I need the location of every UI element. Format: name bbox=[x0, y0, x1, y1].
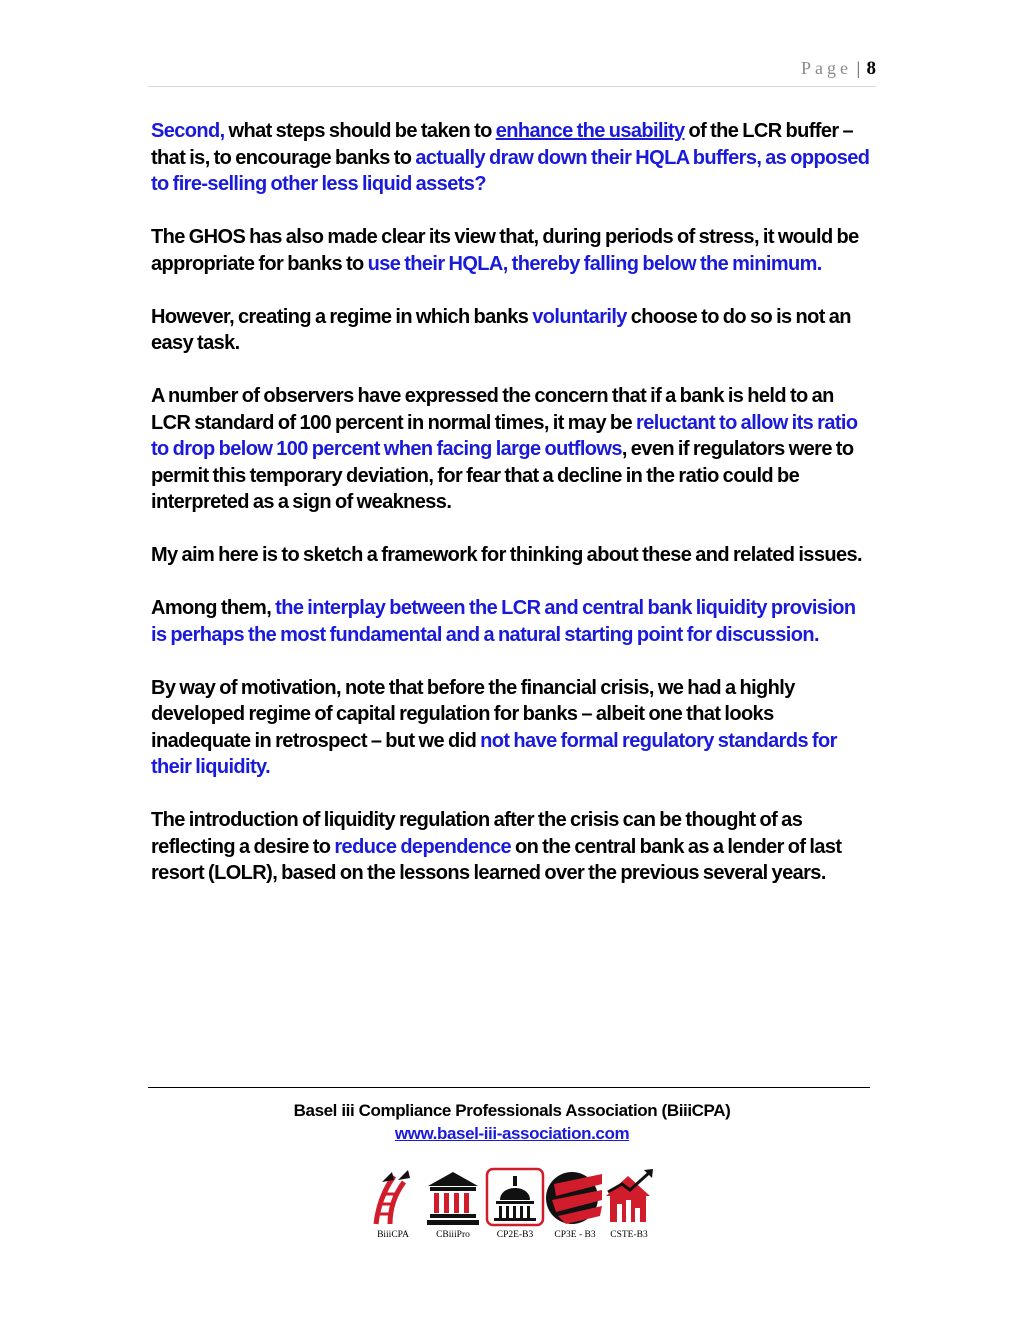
footer-divider bbox=[148, 1087, 870, 1088]
text-run: voluntarily bbox=[532, 305, 627, 328]
text-run: , even if regulators were to permit this temporary deviation, for fear that a decline in the ratio could be interpreted as a sign of weakness. bbox=[151, 438, 854, 513]
text-run: enhance the usability bbox=[495, 120, 685, 142]
text-run: The GHOS has also made clear its view that, during periods of stress, it would be appropriate for banks to bbox=[151, 226, 859, 275]
logo-caption: BiiiCPA bbox=[377, 1230, 409, 1240]
text-run: Among them, bbox=[151, 597, 276, 619]
capitol-dome-icon bbox=[484, 1166, 546, 1228]
text-run: reluctant to allow its ratio to drop below 100 percent when facing large outflows bbox=[151, 411, 858, 460]
paragraph-5 bbox=[151, 542, 871, 569]
text-run: choose to do so is not an easy task. bbox=[151, 305, 851, 354]
paragraph-8 bbox=[151, 807, 871, 887]
page-number: 8 bbox=[866, 58, 876, 79]
paragraph-1 bbox=[151, 118, 871, 198]
text-run: However, creating a regime in which banks bbox=[151, 305, 533, 328]
text-run: Second, bbox=[151, 120, 225, 142]
text-run: on the central bank as a lender of last resort (LOLR), based on the lessons learned over the previous several years. bbox=[151, 835, 842, 884]
ladder-arrow-icon bbox=[362, 1166, 424, 1228]
text-run: not have formal regulatory standards for their liquidity. bbox=[151, 729, 837, 778]
text-run: A number of observers have expressed the concern that if a bank is held to an LCR standard of 100 percent in normal times, it may be bbox=[151, 385, 834, 434]
bank-columns-icon bbox=[422, 1166, 484, 1228]
text-run: the interplay between the LCR and central bank liquidity provision is perhaps the most fundamental and a natural starting point for discussion. bbox=[151, 597, 856, 646]
text-run: My aim here is to sketch a framework for thinking about these and related issues. bbox=[151, 544, 862, 566]
document-body bbox=[151, 118, 871, 913]
logo-caption: CP3E - B3 bbox=[554, 1230, 596, 1240]
text-run: of the LCR buffer – that is, to encourage banks to bbox=[151, 120, 854, 169]
logo-biiicpa bbox=[362, 1166, 424, 1244]
page-header bbox=[148, 58, 876, 87]
footer-organization: Basel iii Compliance Professionals Association (BiiiCPA) bbox=[293, 1101, 731, 1120]
page-separator: | bbox=[856, 58, 861, 78]
logo-cste-b3 bbox=[598, 1166, 660, 1244]
text-run: what steps should be taken to bbox=[224, 120, 496, 142]
house-chart-icon bbox=[598, 1166, 660, 1228]
page-label: Page bbox=[800, 58, 852, 78]
logo-caption: CSTE-B3 bbox=[610, 1230, 648, 1240]
text-run: By way of motivation, note that before the financial crisis, we had a highly developed regime of capital regulation for banks – albeit one that looks inadequate in retrospect – but we did bbox=[151, 676, 795, 752]
text-run: use their HQLA, thereby falling below the minimum. bbox=[367, 252, 822, 275]
globe-stripes-icon bbox=[544, 1166, 606, 1228]
logo-cbiiipro bbox=[422, 1166, 484, 1244]
paragraph-2 bbox=[151, 224, 871, 277]
footer-website-link[interactable]: www.basel-iii-association.com bbox=[394, 1124, 630, 1143]
paragraph-7 bbox=[151, 675, 871, 781]
logo-caption: CP2E-B3 bbox=[496, 1230, 534, 1240]
text-run: actually draw down their HQLA buffers, as opposed to fire-selling other less liquid assets? bbox=[151, 146, 870, 195]
logo-cp2e-b3 bbox=[484, 1166, 546, 1244]
text-run: reduce dependence bbox=[334, 835, 512, 858]
text-run: The introduction of liquidity regulation after the crisis can be thought of as reflecting a desire to bbox=[151, 809, 803, 858]
certification-logos bbox=[362, 1166, 662, 1244]
paragraph-3 bbox=[151, 304, 871, 357]
paragraph-6 bbox=[151, 595, 871, 648]
logo-caption: CBiiiPro bbox=[436, 1230, 470, 1240]
paragraph-4 bbox=[151, 383, 871, 516]
